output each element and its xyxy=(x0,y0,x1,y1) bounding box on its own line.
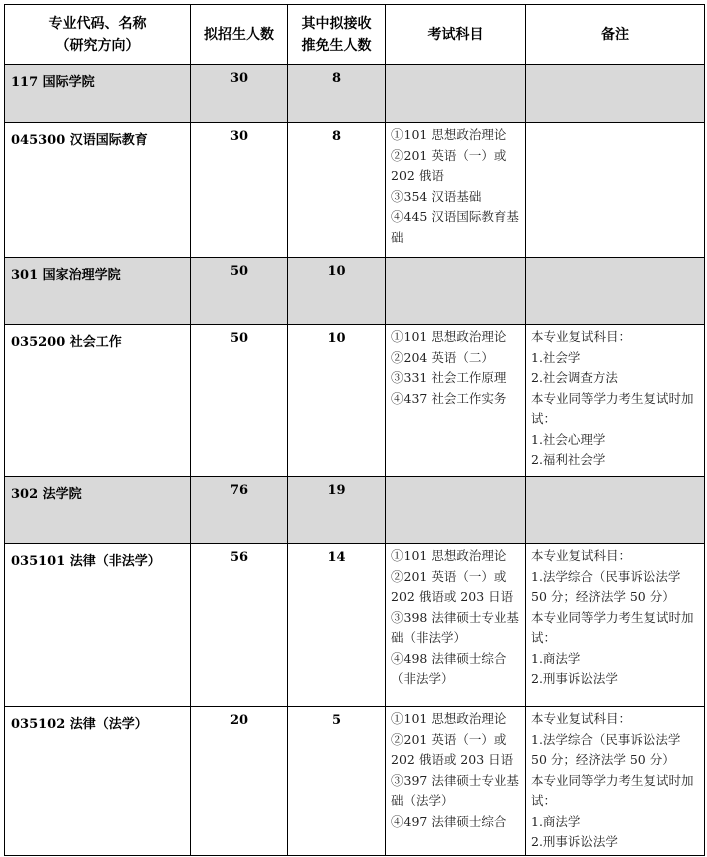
subject-item: ③398 法律硕士专业基础（非法学） xyxy=(391,609,519,645)
exempt-count: 8 xyxy=(288,65,386,123)
header-major-line2: （研究方向） xyxy=(55,37,140,54)
remark-item: 本专业复试科目： xyxy=(531,711,632,726)
remark-item: 2.刑事诉讼法学 xyxy=(531,671,618,686)
remark-item: 2.刑事诉讼法学 xyxy=(531,834,618,849)
remark-item: 1.法学综合（民事诉讼法学 50 分；经济法学 50 分） xyxy=(531,568,681,604)
subject-item: ④437 社会工作实务 xyxy=(391,390,507,406)
exempt-count: 5 xyxy=(288,707,386,856)
table-header-row xyxy=(5,5,705,65)
subject-item: ①101 思想政治理论 xyxy=(391,548,507,563)
subjects-cell xyxy=(386,477,526,544)
exempt-count: 8 xyxy=(288,123,386,258)
subject-item: ③397 法律硕士专业基础（法学） xyxy=(391,772,519,808)
enrollment-table xyxy=(4,4,705,856)
subject-item: ③354 汉语基础 xyxy=(391,188,482,204)
subjects-cell xyxy=(386,707,526,856)
college-row xyxy=(5,65,705,123)
remark-item: 1.商法学 xyxy=(531,813,581,829)
remark-item: 本专业复试科目： xyxy=(531,329,632,344)
header-exempt-line1: 其中拟接收 xyxy=(301,15,372,32)
header-major-line1: 专业代码、名称 xyxy=(48,15,147,32)
enroll-count: 50 xyxy=(191,325,288,477)
header-remarks: 备注 xyxy=(526,5,705,65)
subjects-cell xyxy=(386,123,526,258)
remarks-cell xyxy=(526,325,705,477)
major-row xyxy=(5,544,705,707)
remarks-cell xyxy=(526,477,705,544)
subject-item: ②201 英语（一）或 202 俄语或 203 日语 xyxy=(391,568,514,604)
remarks-cell xyxy=(526,544,705,707)
exempt-count: 10 xyxy=(288,258,386,325)
major-name: 035102 法律（法学） xyxy=(5,707,191,856)
remark-item: 1.法学综合（民事诉讼法学 50 分；经济法学 50 分） xyxy=(531,731,681,767)
enroll-count: 50 xyxy=(191,258,288,325)
subject-item: ②201 英语（一）或 202 俄语或 203 日语 xyxy=(391,731,514,767)
remark-item: 本专业复试科目： xyxy=(531,548,632,563)
subjects-cell xyxy=(386,544,526,707)
header-exempt-line2: 推免生人数 xyxy=(301,37,372,54)
college-name: 301 国家治理学院 xyxy=(5,258,191,325)
major-row xyxy=(5,325,705,477)
subject-item: ①101 思想政治理论 xyxy=(391,127,507,142)
subjects-cell xyxy=(386,258,526,325)
subject-item: ①101 思想政治理论 xyxy=(391,711,507,726)
remark-item: 1.商法学 xyxy=(531,650,581,666)
major-name: 045300 汉语国际教育 xyxy=(5,123,191,258)
remarks-cell xyxy=(526,65,705,123)
enroll-count: 30 xyxy=(191,123,288,258)
header-enroll: 拟招生人数 xyxy=(191,5,288,65)
remark-item: 本专业同等学力考生复试时加试： xyxy=(531,390,694,426)
subject-item: ①101 思想政治理论 xyxy=(391,329,507,344)
major-name: 035101 法律（非法学） xyxy=(5,544,191,707)
enroll-count: 76 xyxy=(191,477,288,544)
remarks-cell xyxy=(526,123,705,258)
subject-item: ④445 汉语国际教育基础 xyxy=(391,209,519,245)
remark-item: 本专业同等学力考生复试时加试： xyxy=(531,609,694,645)
enroll-count: 56 xyxy=(191,544,288,707)
college-row xyxy=(5,477,705,544)
exempt-count: 19 xyxy=(288,477,386,544)
subject-item: ③331 社会工作原理 xyxy=(391,370,507,385)
remarks-cell xyxy=(526,258,705,325)
subject-item: ②204 英语（二） xyxy=(391,349,494,365)
major-name: 035200 社会工作 xyxy=(5,325,191,477)
exempt-count: 10 xyxy=(288,325,386,477)
remark-item: 1.社会学 xyxy=(531,349,581,365)
exempt-count: 14 xyxy=(288,544,386,707)
subject-item: ②201 英语（一）或 202 俄语 xyxy=(391,147,507,183)
remark-item: 本专业同等学力考生复试时加试： xyxy=(531,772,694,808)
subjects-cell xyxy=(386,65,526,123)
major-row xyxy=(5,707,705,856)
subject-item: ④498 法律硕士综合（非法学） xyxy=(391,650,507,686)
header-exempt xyxy=(288,5,386,65)
college-row xyxy=(5,258,705,325)
remark-item: 2.社会调查方法 xyxy=(531,370,618,385)
college-name: 117 国际学院 xyxy=(5,65,191,123)
college-name: 302 法学院 xyxy=(5,477,191,544)
major-row xyxy=(5,123,705,258)
remark-item: 1.社会心理学 xyxy=(531,431,606,447)
header-major xyxy=(5,5,191,65)
remarks-cell xyxy=(526,707,705,856)
enroll-count: 20 xyxy=(191,707,288,856)
subjects-cell xyxy=(386,325,526,477)
subject-item: ④497 法律硕士综合 xyxy=(391,813,507,829)
enroll-count: 30 xyxy=(191,65,288,123)
header-subjects: 考试科目 xyxy=(386,5,526,65)
remark-item: 2.福利社会学 xyxy=(531,452,606,467)
